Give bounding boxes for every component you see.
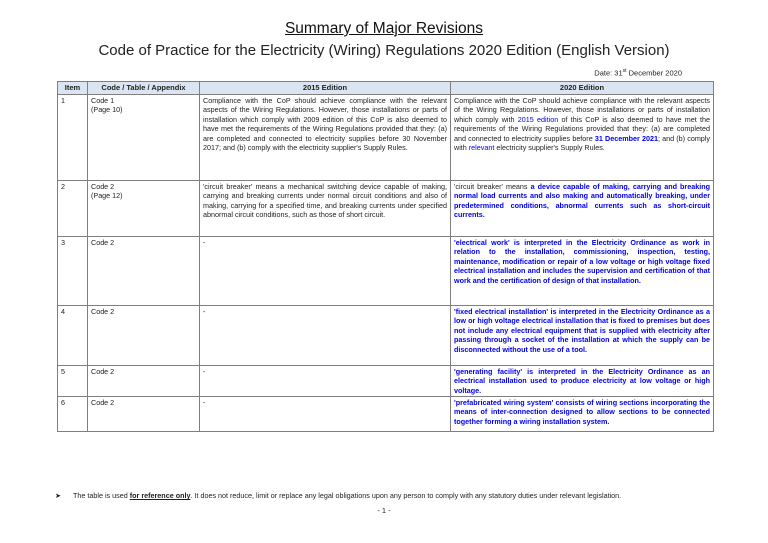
cell-2020: 'fixed electrical installation' is interpreted in the Electricity Ordinance as a low or high voltage electrical installation that is fixed to premises but does not include any electrical equipment that is supplied with electricity after passing through a socket of the installation at which the supply can be disconnected without the use of a tool. bbox=[451, 305, 714, 365]
table-row bbox=[58, 396, 714, 431]
cell-2020 bbox=[451, 180, 714, 236]
footnote-text: . It does not reduce, limit or replace any legal obligations upon any person to comply with any statutory duties under relevant legislation. bbox=[190, 491, 622, 500]
table-header-row bbox=[58, 82, 714, 95]
col-header-2020: 2020 Edition bbox=[451, 82, 714, 95]
cell-2015: Compliance with the CoP should achieve compliance with the relevant aspects of the Wiring Regulations. However, those installations or parts of installation which comply with 2009 edition of this CoP is also deemed to have met the requirements of the Wiring Regulations provided that they: (a) are completed and connected to electricity supplies before 30 November 2017; and (b) comply with the electricity supplier's Supply Rules. bbox=[200, 94, 451, 180]
cell-code bbox=[88, 180, 200, 236]
text: of this CoP is also deemed to have met the requirements of the Wiring Regulations provided that they: (a) are completed and connected to electricity supplies before bbox=[454, 114, 710, 143]
cell-item: 1 bbox=[58, 94, 88, 180]
document-date bbox=[594, 68, 682, 78]
page-ref: (Page 10) bbox=[91, 105, 123, 114]
page-number: - 1 - bbox=[377, 506, 391, 515]
table-row bbox=[58, 180, 714, 236]
cell-item: 5 bbox=[58, 365, 88, 396]
cell-code: Code 2 bbox=[88, 236, 200, 305]
cell-2020: 'prefabricated wiring system' consists of wiring sections incorporating the means of inter-connection designed to allow sections to be connected together forming a wiring installation system. bbox=[451, 396, 714, 431]
col-header-code: Code / Table / Appendix bbox=[88, 82, 200, 95]
table-row bbox=[58, 305, 714, 365]
table-row bbox=[58, 365, 714, 396]
cell-2015: - bbox=[200, 236, 451, 305]
cell-item: 2 bbox=[58, 180, 88, 236]
col-header-2015: 2015 Edition bbox=[200, 82, 451, 95]
date-sup: st bbox=[622, 68, 627, 74]
date-suffix: December 2020 bbox=[626, 68, 682, 78]
arrow-bullet-icon: ➤ bbox=[55, 491, 62, 500]
revised-text: a device capable of making, carrying and breaking normal load currents and also making and automatically breaking, under predetermined conditions, abnormal currents such as short-circuit currents. bbox=[454, 181, 710, 219]
cell-2015: 'circuit breaker' means a mechanical switching device capable of making, carrying and breaking currents under normal circuit conditions and also of making, carrying for a specified time, and breaking currents under specified abnormal circuit conditions, such as those of short circuit. bbox=[200, 180, 451, 236]
revised-text: relevant bbox=[468, 143, 495, 152]
table-row bbox=[58, 236, 714, 305]
cell-item: 4 bbox=[58, 305, 88, 365]
code-label: Code 2 bbox=[91, 181, 115, 191]
document-title: Summary of Major Revisions bbox=[284, 20, 484, 37]
text: 'circuit breaker' means bbox=[454, 181, 531, 191]
text: Compliance with the CoP should achieve compliance with the relevant aspects of the Wiring Regulations. However, those installations or parts of installation which comply with bbox=[454, 95, 710, 124]
cell-2015: - bbox=[200, 305, 451, 365]
footnote-emphasis: for reference only bbox=[129, 491, 191, 500]
table-row bbox=[58, 94, 714, 180]
cell-2020: 'generating facility' is interpreted in the Electricity Ordinance as an electrical installation used to produce electricity at low voltage or high voltage. bbox=[451, 365, 714, 396]
cell-code: Code 2 bbox=[88, 365, 200, 396]
cell-item: 6 bbox=[58, 396, 88, 431]
cell-2015: - bbox=[200, 365, 451, 396]
text: ; and (b) comply with bbox=[454, 133, 710, 152]
cell-2020: 'electrical work' is interpreted in the Electricity Ordinance as work in relation to the installation, commissioning, inspection, testing, maintenance, modification or repair of a low voltage or high voltage fixed electrical installation and includes the supervision and certification of that work and the certification of design of that installation. bbox=[451, 236, 714, 305]
cell-code bbox=[88, 94, 200, 180]
date-prefix: Date: 31 bbox=[594, 68, 623, 78]
footnote bbox=[55, 491, 621, 500]
revised-text: 31 December 2021 bbox=[594, 133, 658, 143]
page-ref: (Page 12) bbox=[91, 191, 123, 200]
revisions-table bbox=[57, 81, 714, 432]
col-header-item: Item bbox=[58, 82, 88, 95]
text: electricity supplier's Supply Rules. bbox=[494, 143, 605, 152]
cell-code: Code 2 bbox=[88, 396, 200, 431]
document-subtitle: Code of Practice for the Electricity (Wiring) Regulations 2020 Edition (English Version) bbox=[98, 42, 670, 59]
code-label: Code 1 bbox=[91, 95, 115, 105]
footnote-text: The table is used bbox=[73, 491, 130, 500]
cell-item: 3 bbox=[58, 236, 88, 305]
cell-2015: - bbox=[200, 396, 451, 431]
revised-text: 2015 edition bbox=[517, 114, 559, 124]
cell-2020 bbox=[451, 94, 714, 180]
cell-code: Code 2 bbox=[88, 305, 200, 365]
